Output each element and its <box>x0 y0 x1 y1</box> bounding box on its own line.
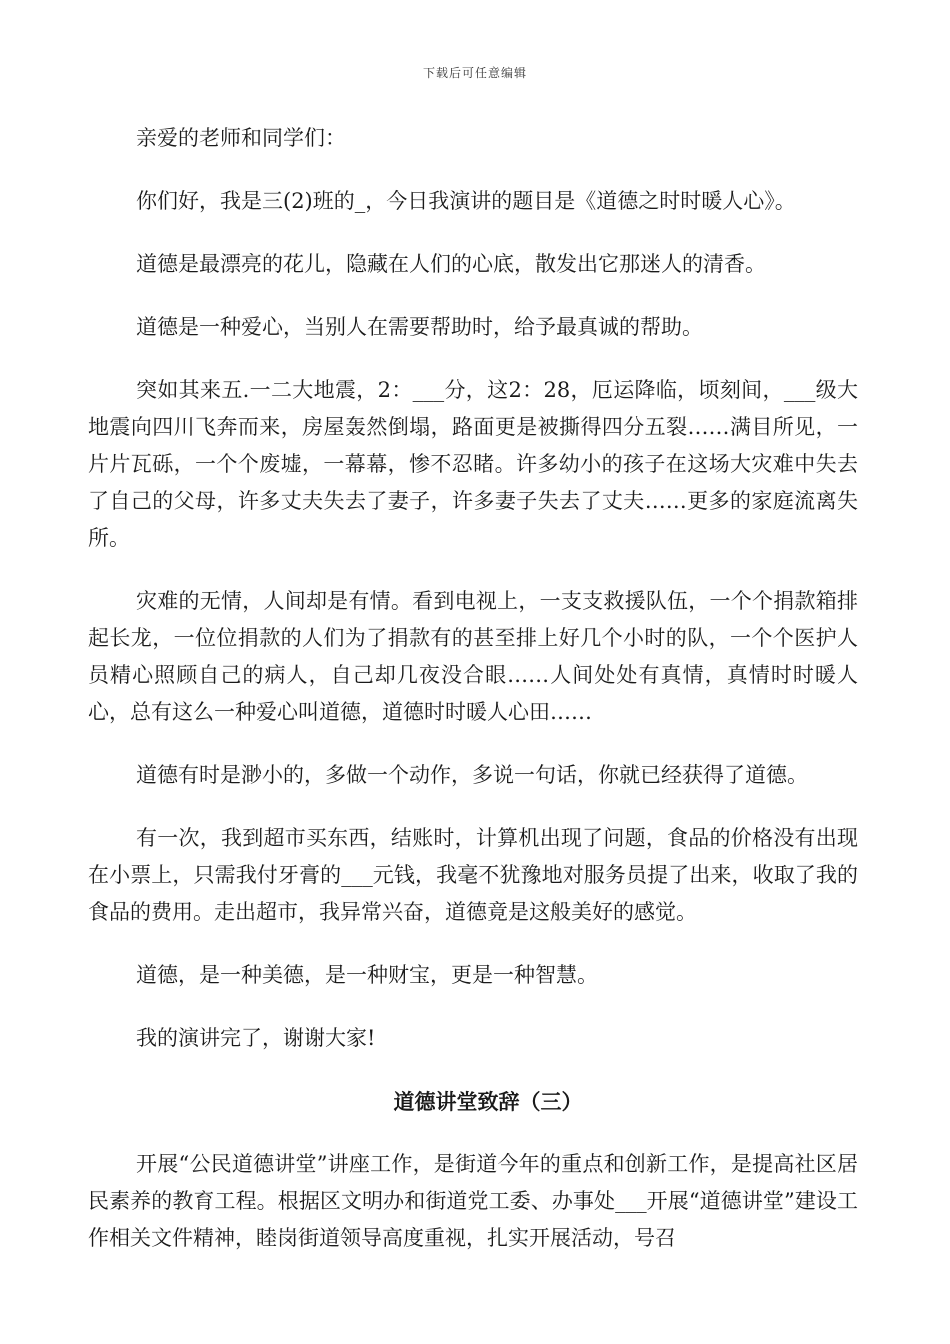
paragraph-lecture-hall: 开展“公民道德讲堂”讲座工作，是街道今年的重点和创新工作，是提高社区居民素养的教育工程。根据区文明办和街道党工委、办事处___开展“道德讲堂”建设工作相关文件精神，睦岗街道领导高度重视，扎实开展活动，号召 <box>88 1152 858 1250</box>
header-note: 下载后可任意编辑 <box>422 66 527 80</box>
paragraph-virtue: 道德，是一种美德，是一种财宝，更是一种智慧。 <box>136 963 598 987</box>
closing-paragraph: 我的演讲完了，谢谢大家! <box>136 1026 376 1050</box>
greeting-paragraph: 亲爱的老师和同学们： <box>136 126 346 150</box>
paragraph-flower: 道德是最漂亮的花儿，隐藏在人们的心底，散发出它那迷人的清香。 <box>136 252 766 276</box>
section-title: 道德讲堂致辞（三） <box>393 1089 583 1114</box>
document-body <box>88 120 858 1257</box>
paragraph-earthquake: 突如其来五.一二大地震，2：___分，这2：28，厄运降临，顷刻间，___级大地震向四川飞奔而来，房屋轰然倒塌，路面更是被撕得四分五裂……满目所见，一片片瓦砾，一个个废墟，一幕幕，惨不忍睹。许多幼小的孩子在这场大灾难中失去了自己的父母，许多丈夫失去了妻子，许多妻子失去了丈夫……更多的家庭流离失所。 <box>88 378 858 550</box>
paragraph-supermarket: 有一次，我到超市买东西，结账时，计算机出现了问题，食品的价格没有出现在小票上，只需我付牙膏的___元钱，我毫不犹豫地对服务员提了出来，收取了我的食品的费用。走出超市，我异常兴奋，道德竟是这般美好的感觉。 <box>88 826 858 924</box>
paragraph-love: 道德是一种爱心，当别人在需要帮助时，给予最真诚的帮助。 <box>136 315 703 339</box>
paragraph-small-acts: 道德有时是渺小的，多做一个动作，多说一句话，你就已经获得了道德。 <box>136 763 808 787</box>
paragraph-compassion: 灾难的无情，人间却是有情。看到电视上，一支支救援队伍，一个个捐款箱排起长龙，一位位捐款的人们为了捐款有的甚至排上好几个小时的队，一个个医护人员精心照顾自己的病人，自己却几夜没合眼……人间处处有真情，真情时时暖人心，总有这么一种爱心叫道德，道德时时暖人心田…… <box>88 589 858 724</box>
intro-paragraph: 你们好，我是三(2)班的_，今日我演讲的题目是《道德之时时暖人心》。 <box>136 189 796 213</box>
